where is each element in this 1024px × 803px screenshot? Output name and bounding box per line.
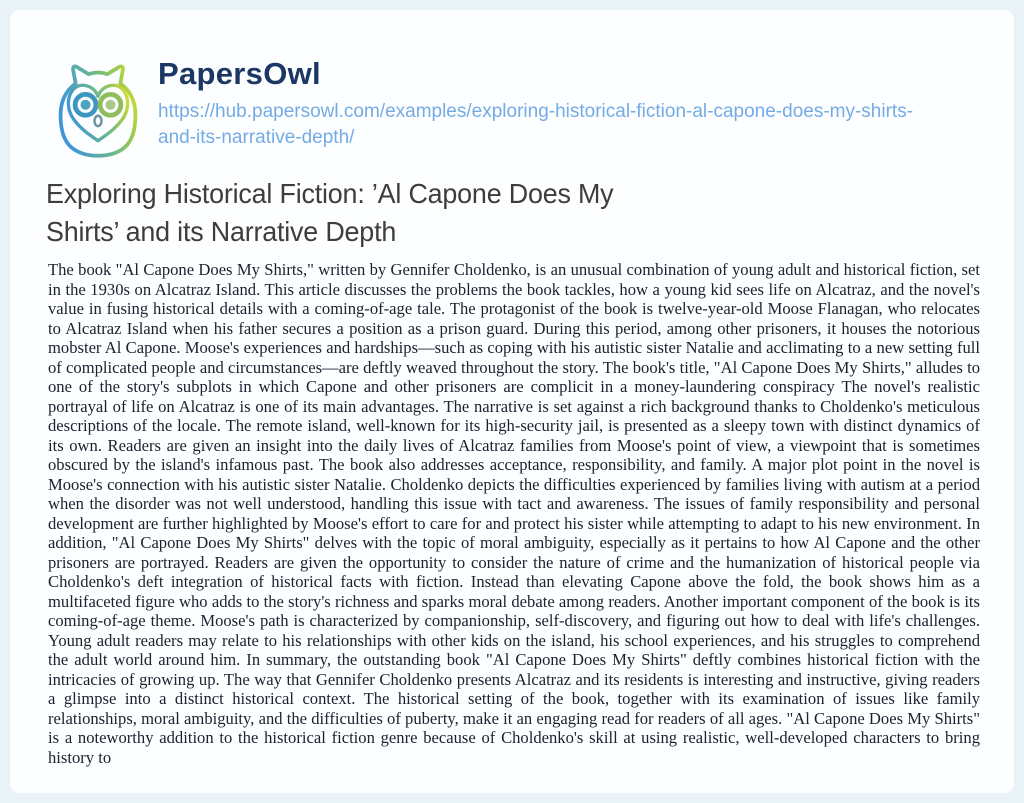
article-title-line-2: Shirts’ and its Narrative Depth <box>46 216 397 247</box>
article-title <box>46 175 613 251</box>
site-header <box>46 54 913 166</box>
owl-logo-icon <box>46 54 150 166</box>
page-url-line-2: and-its-narrative-depth/ <box>158 127 355 148</box>
article-body-text: The book "Al Capone Does My Shirts," written by Gennifer Choldenko, is an unusual combination of young adult and historical fiction, set in the 1930s on Alcatraz Island. This article discusses the problems the book tackles, how a young kid sees life on Alcatraz, and the novel's value in fusing historical details with a coming-of-age tale. The protagonist of the book is twelve-year-old Moose Flanagan, who relocates to Alcatraz Island when his father secures a position as a prison guard. During this period, among other prisoners, it houses the notorious mobster Al Capone. Moose's experiences and hardships—such as coping with his autistic sister Natalie and acclimating to a new setting full of complicated people and circumstances—are deftly weaved throughout the story. The book's title, "Al Capone Does My Shirts," alludes to one of the story's subplots in which Capone and other prisoners are complicit in a money-laundering conspiracy The novel's realistic portrayal of life on Alcatraz is one of its main advantages. The narrative is set against a rich background thanks to Choldenko's meticulous descriptions of the locale. The remote island, well-known for its high-security jail, is presented as a sleepy town with distinct dynamics of its own. Readers are given an insight into the daily lives of Alcatraz families from Moose's point of view, a viewpoint that is sometimes obscured by the island's infamous past. The book also addresses acceptance, responsibility, and family. A major plot point in the novel is Moose's connection with his autistic sister Natalie. Choldenko depicts the difficulties experienced by families living with autism at a period when the disorder was not well understood, handling this issue with tact and awareness. The issues of family responsibility and personal development are further highlighted by Moose's effort to care for and protect his sister while attempting to adapt to his new environment. In addition, "Al Capone Does My Shirts" delves with the topic of moral ambiguity, especially as it pertains to how Al Capone and the other prisoners are portrayed. Readers are given the opportunity to consider the nature of crime and the humanization of historical people via Choldenko's deft integration of historical facts with fiction. Instead than elevating Capone above the fold, the book shows him as a multifaceted figure who adds to the story's richness and sparks moral debate among readers. Another important component of the book is its coming-of-age theme. Moose's path is characterized by companionship, self-discovery, and figuring out how to deal with life's challenges. Young adult readers may relate to his relationships with other kids on the island, his school experiences, and his struggles to comprehend the adult world around him. In summary, the outstanding book "Al Capone Does My Shirts" deftly combines historical fiction with the intricacies of growing up. The way that Gennifer Choldenko presents Alcatraz and its residents is interesting and instructive, giving readers a glimpse into a distinct historical context. The historical setting of the book, together with its examination of issues like family relationships, moral ambiguity, and the difficulties of puberty, make it an engaging read for readers of all ages. "Al Capone Does My Shirts" is a noteworthy addition to the historical fiction genre because of Choldenko's skill at using realistic, well-developed characters to bring history to <box>48 260 980 767</box>
document-card <box>10 10 1014 793</box>
page-url-link[interactable] <box>158 99 913 151</box>
article-title-line-1: Exploring Historical Fiction: ’Al Capone Does My <box>46 178 614 209</box>
header-text-block <box>158 54 913 151</box>
page-url-line-1: https://hub.papersowl.com/examples/exploring-historical-fiction-al-capone-does-my-shirts- <box>158 101 914 122</box>
brand-name: PapersOwl <box>158 56 321 91</box>
